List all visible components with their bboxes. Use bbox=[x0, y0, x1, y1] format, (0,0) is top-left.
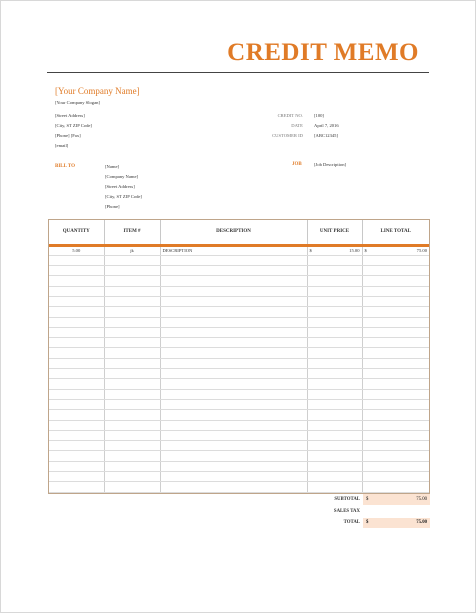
bill-to-city[interactable]: [City, ST ZIP Code] bbox=[105, 194, 142, 199]
cell-unit-price[interactable] bbox=[307, 482, 362, 492]
cell-line-total[interactable] bbox=[362, 286, 429, 296]
table-header-row bbox=[49, 220, 429, 245]
cell-quantity[interactable] bbox=[49, 430, 104, 440]
cell-line-total[interactable] bbox=[362, 410, 429, 420]
cell-item[interactable] bbox=[104, 482, 160, 492]
cell-description[interactable] bbox=[160, 451, 307, 461]
table-row[interactable] bbox=[49, 482, 429, 492]
table-row[interactable] bbox=[49, 472, 429, 482]
cell-unit-price[interactable] bbox=[307, 410, 362, 420]
subtotal-amount: 75.00 bbox=[416, 497, 427, 502]
cell-unit-price[interactable] bbox=[307, 286, 362, 296]
table-row[interactable] bbox=[49, 276, 429, 286]
company-slogan[interactable]: [Your Company Slogan] bbox=[55, 100, 100, 105]
sales-tax-value[interactable] bbox=[363, 506, 430, 518]
cell-unit-price[interactable] bbox=[307, 379, 362, 389]
cell-description[interactable] bbox=[160, 338, 307, 348]
cell-description[interactable] bbox=[160, 379, 307, 389]
cell-description[interactable] bbox=[160, 348, 307, 358]
cell-description[interactable] bbox=[160, 327, 307, 337]
cell-line-total[interactable] bbox=[362, 358, 429, 368]
cell-item[interactable] bbox=[104, 255, 160, 265]
cell-line-total[interactable] bbox=[362, 307, 429, 317]
cell-line-total[interactable] bbox=[362, 451, 429, 461]
cell-line-total[interactable] bbox=[362, 276, 429, 286]
subtotal-row bbox=[321, 494, 430, 506]
cell-line-total[interactable] bbox=[362, 379, 429, 389]
cell-item[interactable] bbox=[104, 358, 160, 368]
bill-to-label: BILL TO bbox=[55, 164, 75, 169]
cell-item[interactable] bbox=[104, 420, 160, 430]
unit-price-value: 15.00 bbox=[349, 248, 360, 254]
table-row[interactable] bbox=[49, 266, 429, 276]
company-email[interactable]: [email] bbox=[55, 143, 69, 148]
cell-item[interactable] bbox=[104, 286, 160, 296]
cell-description[interactable] bbox=[160, 358, 307, 368]
line-items-table bbox=[48, 219, 430, 494]
cell-description[interactable] bbox=[160, 482, 307, 492]
cell-quantity[interactable] bbox=[49, 338, 104, 348]
table-row[interactable] bbox=[49, 307, 429, 317]
company-street[interactable]: [Street Address] bbox=[55, 113, 85, 118]
bill-to-phone[interactable]: [Phone] bbox=[105, 204, 120, 209]
cell-quantity[interactable] bbox=[49, 379, 104, 389]
document-title: CREDIT MEMO bbox=[227, 39, 419, 66]
unit-price-currency: $ bbox=[309, 248, 312, 254]
job-description[interactable]: [Job Description] bbox=[314, 162, 347, 167]
cell-line-total[interactable] bbox=[362, 245, 429, 255]
totals-block bbox=[321, 494, 430, 529]
sales-tax-label: SALES TAX bbox=[333, 508, 360, 514]
bill-to-street[interactable]: [Street Address] bbox=[105, 184, 135, 189]
cell-item[interactable] bbox=[104, 441, 160, 451]
cell-description[interactable]: DESCRIPTION bbox=[160, 245, 307, 255]
cell-unit-price[interactable] bbox=[307, 338, 362, 348]
cell-quantity[interactable] bbox=[49, 461, 104, 471]
cell-line-total[interactable] bbox=[362, 430, 429, 440]
cell-description[interactable] bbox=[160, 276, 307, 286]
cell-item[interactable] bbox=[104, 399, 160, 409]
cell-description[interactable] bbox=[160, 317, 307, 327]
cell-quantity[interactable] bbox=[49, 307, 104, 317]
subtotal-value bbox=[363, 494, 430, 506]
cell-quantity[interactable] bbox=[49, 358, 104, 368]
cell-quantity[interactable]: 5.00 bbox=[49, 245, 104, 255]
cell-line-total[interactable] bbox=[362, 482, 429, 492]
cell-description[interactable] bbox=[160, 286, 307, 296]
table-row[interactable] bbox=[49, 451, 429, 461]
total-amount: 75.00 bbox=[416, 520, 427, 526]
line-total-currency: $ bbox=[364, 248, 367, 254]
table-row[interactable] bbox=[49, 245, 429, 255]
cell-item[interactable] bbox=[104, 327, 160, 337]
cell-unit-price[interactable] bbox=[307, 389, 362, 399]
cell-line-total[interactable] bbox=[362, 266, 429, 276]
cell-item[interactable] bbox=[104, 389, 160, 399]
cell-unit-price[interactable] bbox=[307, 245, 362, 255]
subtotal-label: SUBTOTAL bbox=[334, 497, 360, 503]
cell-quantity[interactable] bbox=[49, 472, 104, 482]
cell-quantity[interactable] bbox=[49, 482, 104, 492]
cell-quantity[interactable] bbox=[49, 296, 104, 306]
line-total-value: 75.00 bbox=[416, 248, 427, 254]
cell-description[interactable] bbox=[160, 461, 307, 471]
cell-quantity[interactable] bbox=[49, 266, 104, 276]
customer-id-value[interactable]: [ABC12345] bbox=[314, 133, 338, 138]
total-label: TOTAL bbox=[343, 520, 360, 526]
cell-description[interactable] bbox=[160, 255, 307, 265]
job-label: JOB bbox=[292, 162, 302, 167]
table-row[interactable] bbox=[49, 389, 429, 399]
cell-quantity[interactable] bbox=[49, 276, 104, 286]
sales-tax-row bbox=[321, 506, 430, 518]
cell-quantity[interactable] bbox=[49, 451, 104, 461]
cell-item[interactable] bbox=[104, 296, 160, 306]
table-row[interactable] bbox=[49, 410, 429, 420]
cell-description[interactable] bbox=[160, 472, 307, 482]
table-row[interactable] bbox=[49, 369, 429, 379]
cell-quantity[interactable] bbox=[49, 441, 104, 451]
bill-to-company[interactable]: [Company Name] bbox=[105, 174, 139, 179]
table-row[interactable] bbox=[49, 461, 429, 471]
cell-unit-price[interactable] bbox=[307, 348, 362, 358]
cell-item[interactable] bbox=[104, 266, 160, 276]
cell-description[interactable] bbox=[160, 441, 307, 451]
total-currency: $ bbox=[366, 520, 369, 526]
cell-unit-price[interactable] bbox=[307, 441, 362, 451]
cell-description[interactable] bbox=[160, 369, 307, 379]
table-row[interactable] bbox=[49, 420, 429, 430]
total-value bbox=[363, 517, 430, 529]
cell-quantity[interactable] bbox=[49, 317, 104, 327]
cell-quantity[interactable] bbox=[49, 255, 104, 265]
cell-quantity[interactable] bbox=[49, 420, 104, 430]
cell-unit-price[interactable] bbox=[307, 399, 362, 409]
header-description: DESCRIPTION bbox=[160, 220, 307, 245]
header-unit-price: UNIT PRICE bbox=[307, 220, 362, 245]
cell-unit-price[interactable] bbox=[307, 296, 362, 306]
total-row bbox=[321, 517, 430, 529]
cell-item[interactable] bbox=[104, 338, 160, 348]
company-phone[interactable]: [Phone] [Fax] bbox=[55, 133, 81, 138]
cell-description[interactable] bbox=[160, 399, 307, 409]
cell-item[interactable] bbox=[104, 451, 160, 461]
cell-unit-price[interactable] bbox=[307, 472, 362, 482]
cell-item[interactable] bbox=[104, 348, 160, 358]
cell-item[interactable] bbox=[104, 461, 160, 471]
cell-description[interactable] bbox=[160, 296, 307, 306]
cell-description[interactable] bbox=[160, 420, 307, 430]
cell-item[interactable] bbox=[104, 276, 160, 286]
cell-description[interactable] bbox=[160, 266, 307, 276]
header-line-total: LINE TOTAL bbox=[362, 220, 429, 245]
cell-unit-price[interactable] bbox=[307, 420, 362, 430]
table-row[interactable] bbox=[49, 255, 429, 265]
cell-quantity[interactable] bbox=[49, 327, 104, 337]
customer-id-label: CUSTOMER ID bbox=[272, 133, 303, 138]
cell-item[interactable] bbox=[104, 307, 160, 317]
cell-unit-price[interactable] bbox=[307, 327, 362, 337]
cell-description[interactable] bbox=[160, 430, 307, 440]
cell-item[interactable] bbox=[104, 317, 160, 327]
table-row[interactable] bbox=[49, 399, 429, 409]
cell-unit-price[interactable] bbox=[307, 317, 362, 327]
cell-unit-price[interactable] bbox=[307, 461, 362, 471]
cell-line-total[interactable] bbox=[362, 255, 429, 265]
company-city[interactable]: [City, ST ZIP Code] bbox=[55, 123, 92, 128]
date-label: DATE bbox=[291, 123, 303, 128]
cell-line-total[interactable] bbox=[362, 472, 429, 482]
cell-line-total[interactable] bbox=[362, 369, 429, 379]
cell-item[interactable]: jk bbox=[104, 245, 160, 255]
cell-item[interactable] bbox=[104, 379, 160, 389]
cell-line-total[interactable] bbox=[362, 389, 429, 399]
title-divider bbox=[47, 72, 429, 73]
cell-line-total[interactable] bbox=[362, 441, 429, 451]
table-row[interactable] bbox=[49, 430, 429, 440]
credit-no-value[interactable]: [100] bbox=[314, 113, 324, 118]
table-row[interactable] bbox=[49, 286, 429, 296]
cell-quantity[interactable] bbox=[49, 399, 104, 409]
bill-to-name[interactable]: [Name] bbox=[105, 164, 120, 169]
cell-unit-price[interactable] bbox=[307, 451, 362, 461]
cell-line-total[interactable] bbox=[362, 420, 429, 430]
cell-item[interactable] bbox=[104, 410, 160, 420]
cell-line-total[interactable] bbox=[362, 327, 429, 337]
table-row[interactable] bbox=[49, 317, 429, 327]
subtotal-currency: $ bbox=[366, 497, 369, 502]
table-row[interactable] bbox=[49, 441, 429, 451]
company-name[interactable]: [Your Company Name] bbox=[55, 86, 140, 96]
table-row[interactable] bbox=[49, 338, 429, 348]
date-value[interactable]: April 7, 2016 bbox=[314, 123, 339, 128]
cell-quantity[interactable] bbox=[49, 286, 104, 296]
cell-description[interactable] bbox=[160, 410, 307, 420]
table-row[interactable] bbox=[49, 327, 429, 337]
cell-description[interactable] bbox=[160, 307, 307, 317]
cell-line-total[interactable] bbox=[362, 461, 429, 471]
cell-unit-price[interactable] bbox=[307, 369, 362, 379]
cell-item[interactable] bbox=[104, 430, 160, 440]
table-row[interactable] bbox=[49, 379, 429, 389]
cell-description[interactable] bbox=[160, 389, 307, 399]
header-item: ITEM # bbox=[104, 220, 160, 245]
cell-line-total[interactable] bbox=[362, 399, 429, 409]
table-row[interactable] bbox=[49, 296, 429, 306]
cell-quantity[interactable] bbox=[49, 410, 104, 420]
credit-no-label: CREDIT NO. bbox=[277, 113, 303, 118]
cell-unit-price[interactable] bbox=[307, 430, 362, 440]
cell-line-total[interactable] bbox=[362, 348, 429, 358]
cell-unit-price[interactable] bbox=[307, 255, 362, 265]
cell-item[interactable] bbox=[104, 472, 160, 482]
cell-quantity[interactable] bbox=[49, 389, 104, 399]
cell-unit-price[interactable] bbox=[307, 307, 362, 317]
table-row[interactable] bbox=[49, 358, 429, 368]
cell-unit-price[interactable] bbox=[307, 266, 362, 276]
cell-line-total[interactable] bbox=[362, 317, 429, 327]
table-row[interactable] bbox=[49, 348, 429, 358]
cell-item[interactable] bbox=[104, 369, 160, 379]
cell-line-total[interactable] bbox=[362, 296, 429, 306]
cell-unit-price[interactable] bbox=[307, 276, 362, 286]
cell-unit-price[interactable] bbox=[307, 358, 362, 368]
header-quantity: QUANTITY bbox=[49, 220, 104, 245]
cell-quantity[interactable] bbox=[49, 348, 104, 358]
cell-line-total[interactable] bbox=[362, 338, 429, 348]
cell-quantity[interactable] bbox=[49, 369, 104, 379]
